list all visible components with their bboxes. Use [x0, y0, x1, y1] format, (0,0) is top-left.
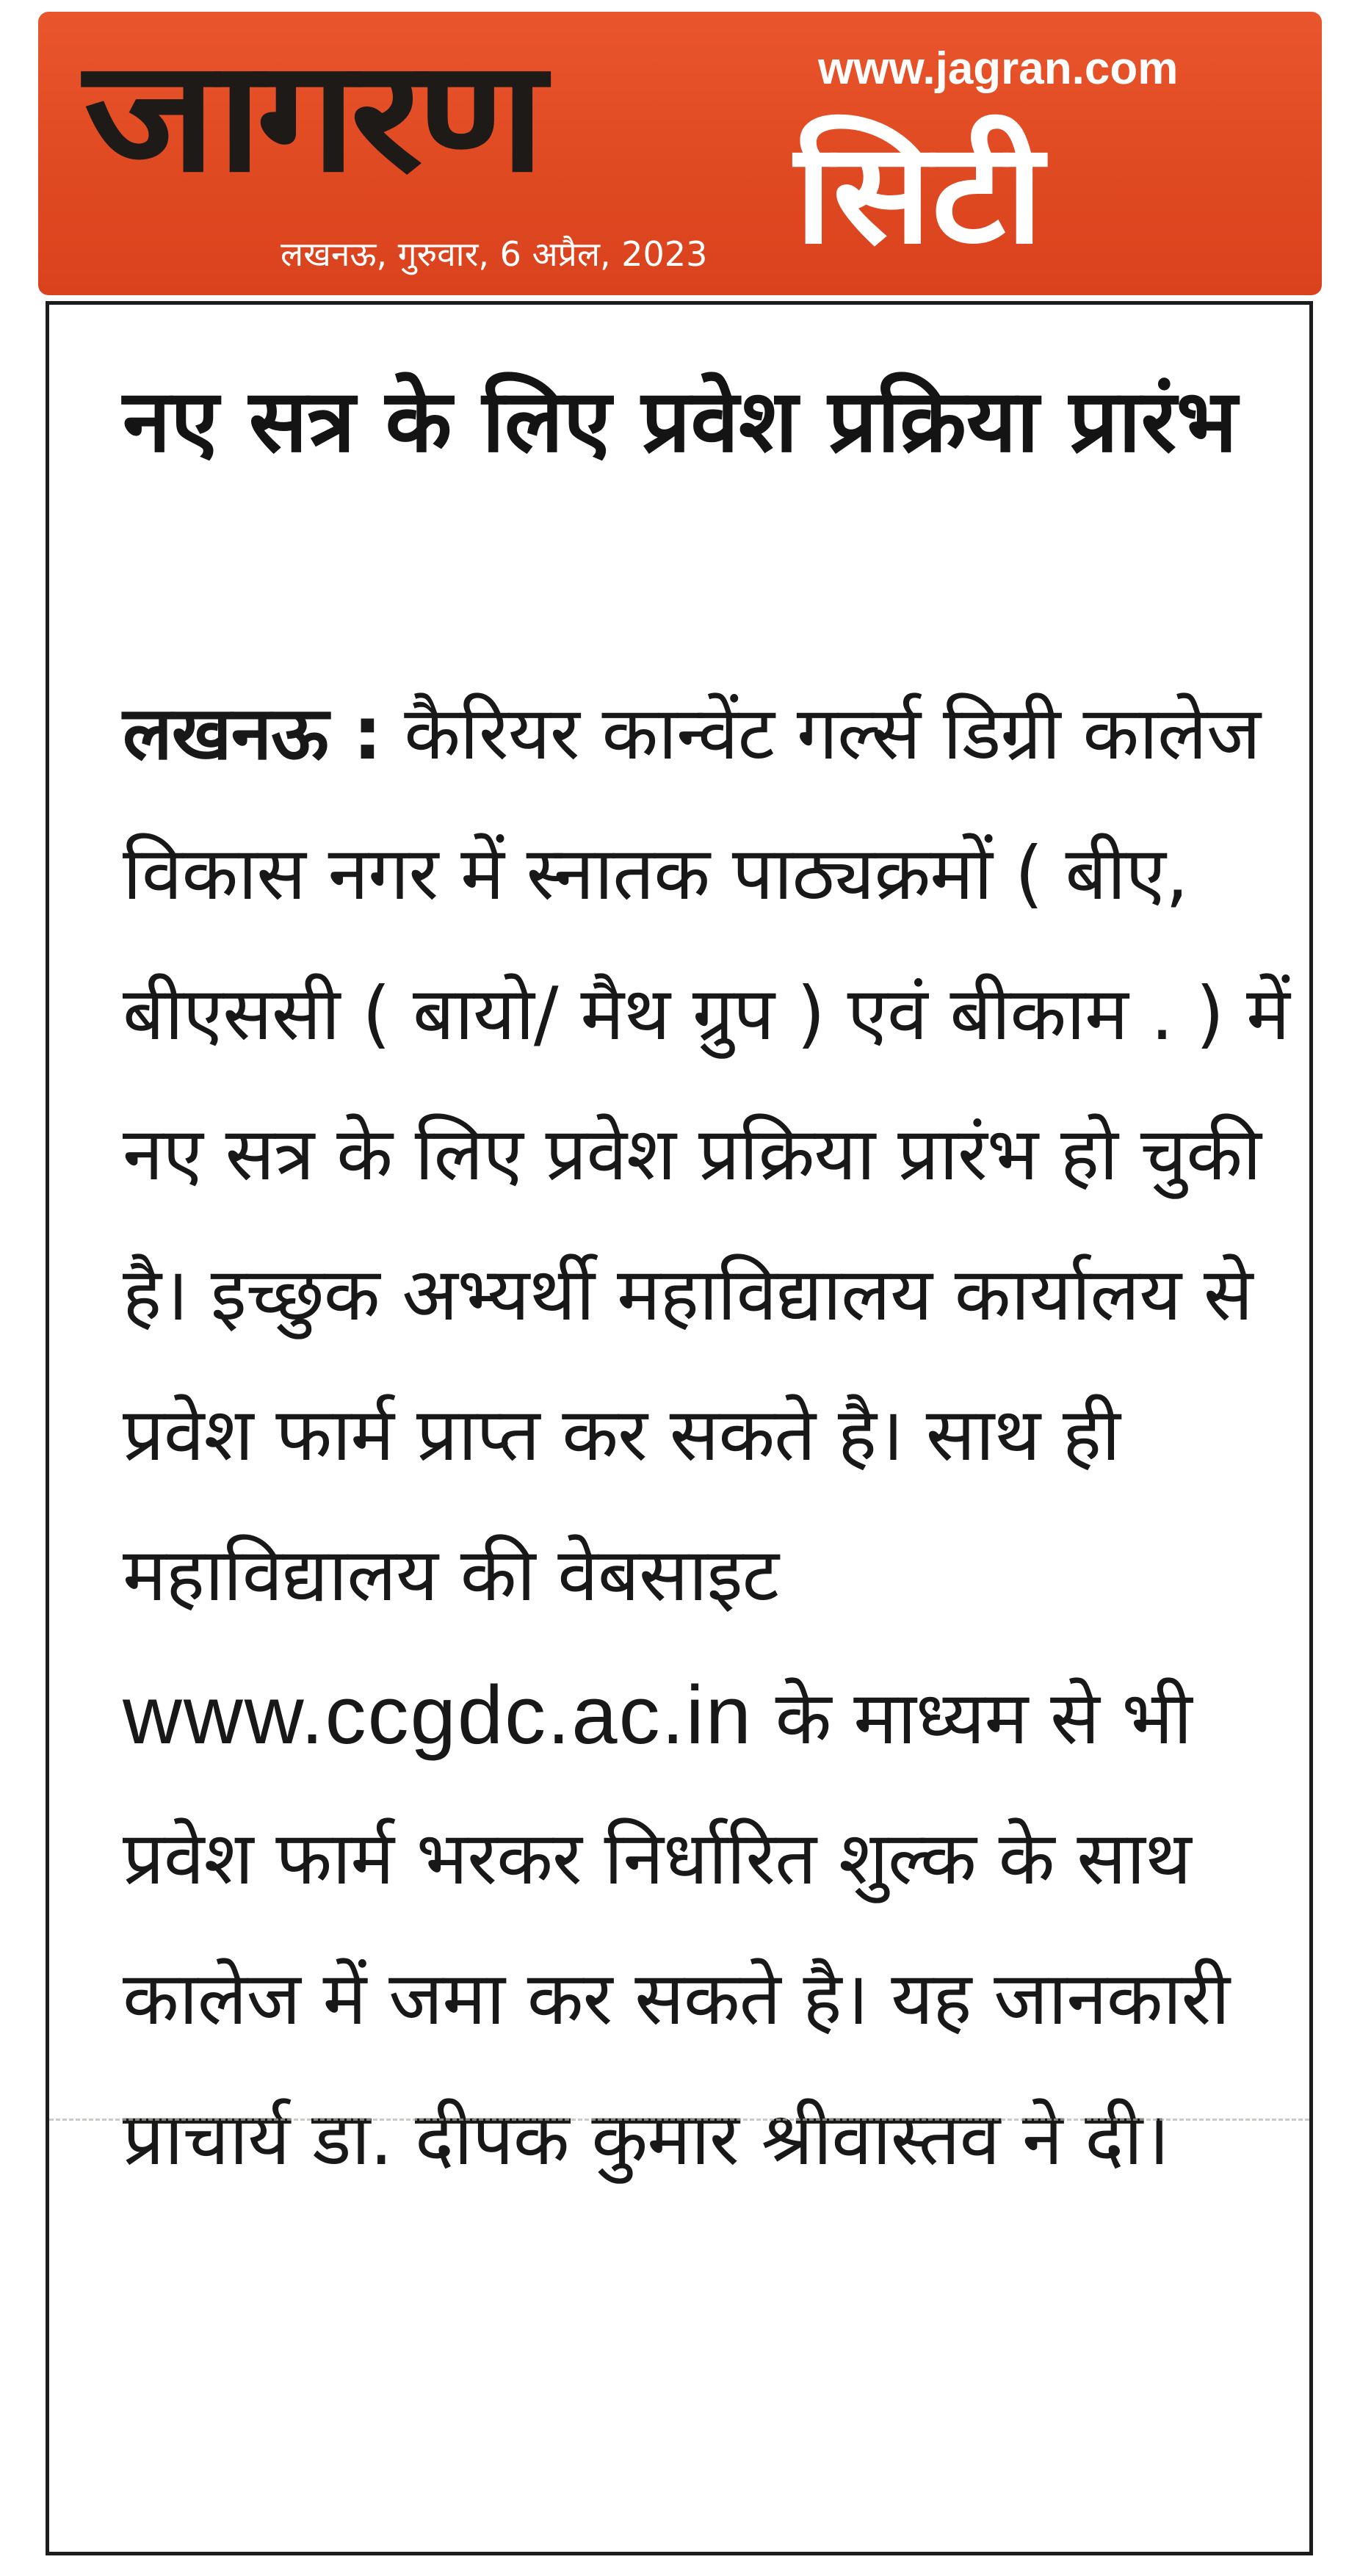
headline: नए सत्र के लिए प्रवेश प्रक्रिया प्रारंभ	[123, 370, 1237, 471]
article-body	[123, 663, 1290, 2209]
newspaper-masthead	[38, 12, 1322, 295]
dateline: लखनऊ, गुरुवार, 6 अप्रैल, 2023	[281, 234, 708, 274]
college-website-url: www.ccgdc.ac.in	[123, 1669, 753, 1761]
body-text-part-1: कैरियर कान्वेंट गर्ल्स डिग्री कालेज विकास नगर में स्नातक पाठ्यक्रमों ( बीए, बीएससी ( बायो/ मैथ ग्रुप ) एवं बीकाम . ) में नए सत्र के लिए प्रवेश प्रक्रिया प्रारंभ हो चुकी है। इच्छुक अभ्यर्थी महाविद्यालय कार्यालय से प्रवेश फार्म प्राप्त कर सकते है। साथ ही महाविद्यालय की वेबसाइट	[123, 690, 1290, 1618]
website-url: www.jagran.com	[818, 43, 1179, 94]
place-lead: लखनऊ :	[123, 690, 382, 776]
body-text-part-2: के माध्यम से भी प्रवेश फार्म भरकर निर्धारित शुल्क के साथ कालेज में जमा कर सकते है। यह जानकारी प्राचार्य डा. दीपक कुमार श्रीवास्तव ने दी।	[123, 1675, 1230, 2182]
city-edition-label: सिटी	[795, 112, 1043, 275]
paper-fold-crease	[49, 2119, 1309, 2131]
jagran-logo: जागरण	[84, 26, 539, 206]
news-clipping	[46, 301, 1313, 2555]
